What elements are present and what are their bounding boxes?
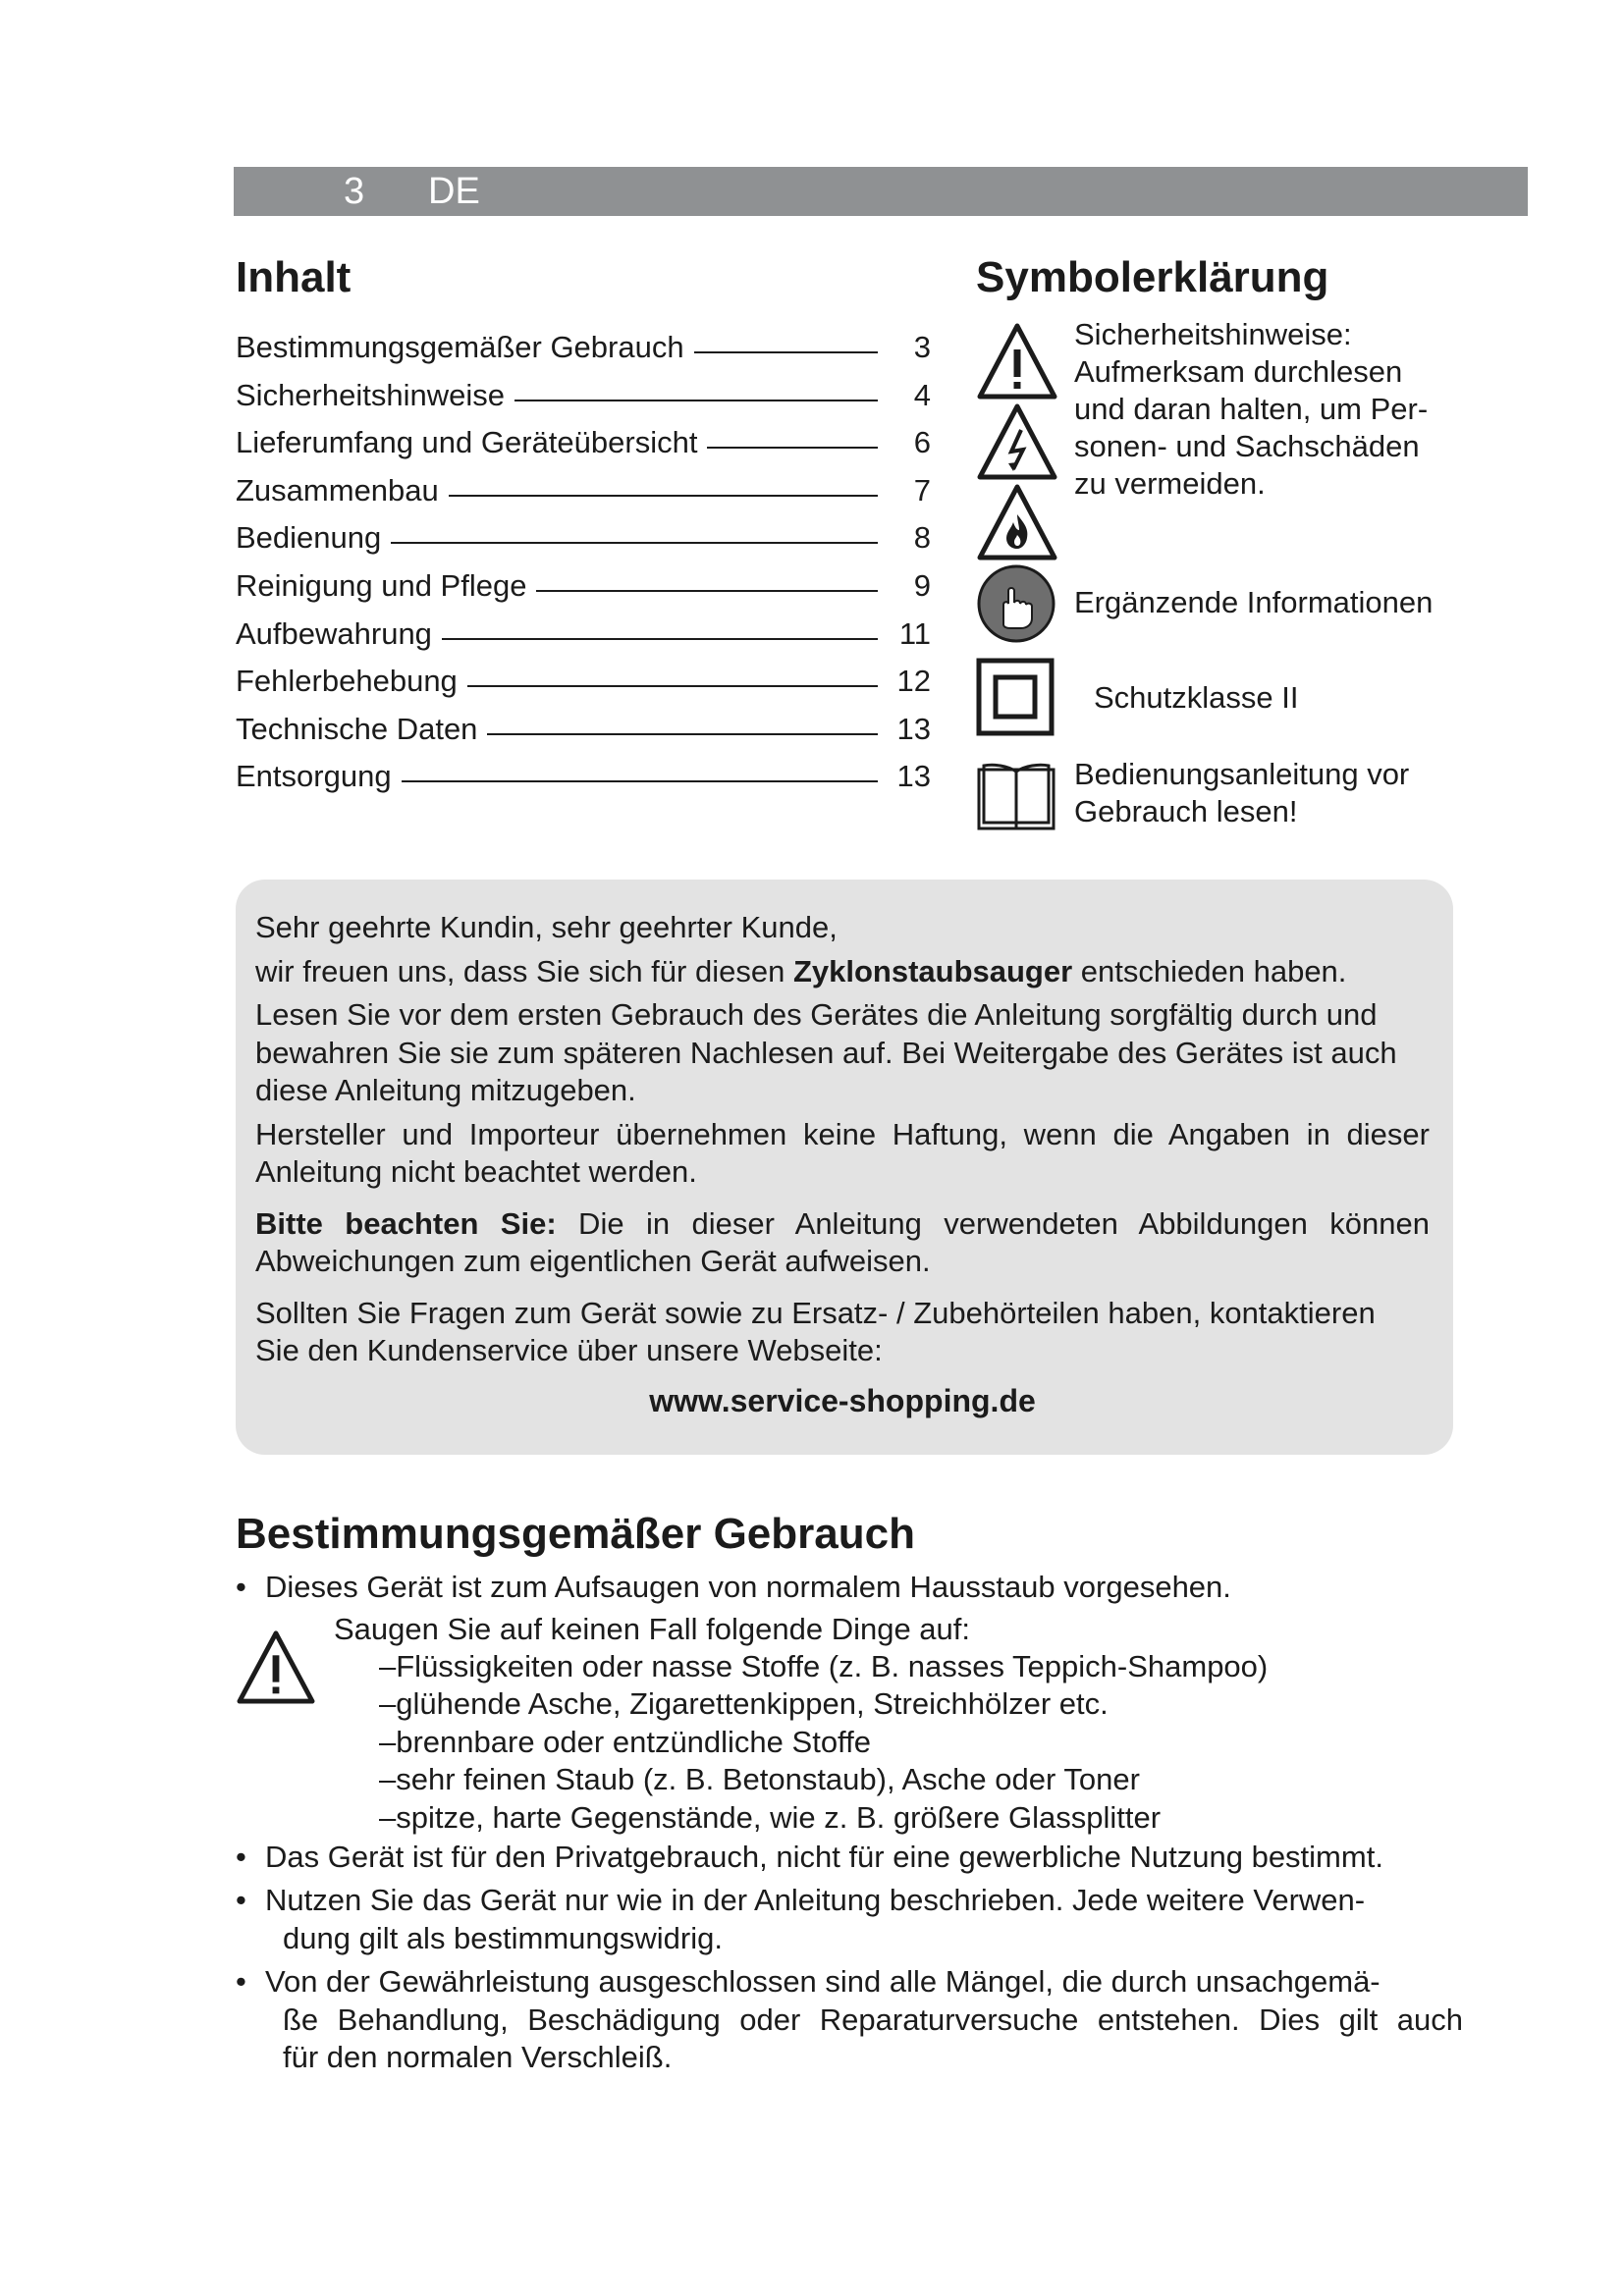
bullet: • bbox=[236, 1883, 246, 1917]
toc-leader bbox=[449, 495, 878, 497]
info-hand-icon bbox=[976, 563, 1056, 644]
toc-item[interactable] bbox=[236, 562, 931, 611]
electric-shock-icon bbox=[976, 400, 1058, 483]
read-line: Lesen Sie vor dem ersten Gebrauch des Gerätes die Anleitung sorgfältig durch und bbox=[255, 997, 1378, 1032]
symbol-info bbox=[976, 563, 1487, 642]
toc-item-page: 3 bbox=[913, 330, 931, 364]
toc-item[interactable] bbox=[236, 324, 931, 372]
toc-item-page: 13 bbox=[896, 759, 931, 794]
toc-item-page: 12 bbox=[896, 664, 931, 699]
section-title-intended-use: Bestimmungsgemäßer Gebrauch bbox=[236, 1510, 915, 1558]
toc-leader bbox=[487, 733, 878, 735]
toc-item-label: Sicherheitshinweise bbox=[236, 377, 505, 412]
warning-triangle-icon bbox=[236, 1629, 316, 1705]
language-code: DE bbox=[428, 171, 480, 212]
warning-triangle-icon bbox=[976, 320, 1058, 402]
contact-line: Sollten Sie Fragen zum Gerät sowie zu Ersatz- / Zubehörteilen haben, kontaktieren bbox=[255, 1295, 1376, 1330]
toc-leader bbox=[514, 400, 878, 401]
toc-item-page: 8 bbox=[913, 520, 931, 556]
list-item-text: ße Behandlung, Beschädigung oder Reparaturversuche entstehen. Dies gilt auch bbox=[283, 2002, 1463, 2037]
list-item-text: Nutzen Sie das Gerät nur wie in der Anleitung beschrieben. Jede weitere Verwen- bbox=[265, 1883, 1366, 1917]
toc-item-page: 4 bbox=[913, 377, 931, 412]
symbol-manual-line: Gebrauch lesen! bbox=[1074, 794, 1298, 828]
warning-item: –glühende Asche, Zigarettenkippen, Streichhölzer etc. bbox=[379, 1686, 1109, 1721]
warning-items bbox=[379, 1648, 1268, 1838]
list-item bbox=[236, 1963, 1463, 2077]
toc-item-page: 13 bbox=[896, 711, 931, 746]
symbol-safety-line: und daran halten, um Per- bbox=[1074, 392, 1429, 426]
toc-item[interactable] bbox=[236, 419, 931, 467]
page-number: 3 bbox=[344, 171, 365, 212]
list-item-text: Dieses Gerät ist zum Aufsaugen von normalem Hausstaub vorgesehen. bbox=[265, 1570, 1231, 1604]
symbol-safety-line: Sicherheitshinweise: bbox=[1074, 317, 1352, 351]
list-item-text: für den normalen Verschleiß. bbox=[283, 2040, 673, 2074]
page-header-bar bbox=[234, 167, 1528, 216]
warning-item: –Flüssigkeiten oder nasse Stoffe (z. B. nasses Teppich-Shampoo) bbox=[379, 1648, 1269, 1683]
note-line bbox=[255, 1205, 1430, 1244]
symbol-safety-line: sonen- und Sachschäden bbox=[1074, 429, 1420, 463]
toc-item-page: 9 bbox=[913, 567, 931, 603]
list-item-text: Das Gerät ist für den Privatgebrauch, nicht für eine gewerbliche Nutzung bestimmt. bbox=[265, 1839, 1383, 1874]
toc-item-label: Lieferumfang und Geräteübersicht bbox=[236, 425, 698, 460]
symbol-safety-line: Aufmerksam durchlesen bbox=[1074, 354, 1403, 389]
list-item bbox=[236, 1569, 1463, 1607]
toc-item[interactable] bbox=[236, 611, 931, 659]
warning-block bbox=[236, 1611, 1463, 1839]
warning-item: –sehr feinen Staub (z. B. Betonstaub), Asche oder Toner bbox=[379, 1762, 1140, 1796]
list-item-text: dung gilt als bestimmungswidrig. bbox=[283, 1920, 723, 1955]
list-item-text: Von der Gewährleistung ausgeschlossen sind alle Mängel, die durch unsachgemä- bbox=[265, 1964, 1380, 1999]
symbol-manual-line: Bedienungsanleitung vor bbox=[1074, 757, 1410, 791]
symbol-protection-text: Schutzklasse II bbox=[1094, 680, 1299, 715]
note-line: Abweichungen zum eigentlichen Gerät aufweisen. bbox=[255, 1244, 931, 1278]
symbol-info-text: Ergänzende Informationen bbox=[1074, 585, 1434, 619]
toc-item-page: 7 bbox=[913, 472, 931, 507]
toc-item-page: 6 bbox=[913, 425, 931, 460]
list-item bbox=[236, 1882, 1463, 1957]
toc-item-label: Technische Daten bbox=[236, 711, 478, 746]
toc-item-label: Zusammenbau bbox=[236, 472, 439, 507]
symbol-safety bbox=[976, 316, 1487, 552]
bullet: • bbox=[236, 1964, 246, 1999]
toc-item[interactable] bbox=[236, 658, 931, 706]
bullet: • bbox=[236, 1570, 246, 1604]
toc-leader bbox=[707, 447, 878, 449]
note-text: Die in dieser Anleitung verwendeten Abbildungen können bbox=[556, 1205, 1430, 1241]
note-label: Bitte beachten Sie: bbox=[255, 1205, 557, 1241]
liability-line: Anleitung nicht beachtet werden. bbox=[255, 1154, 697, 1189]
protection-class-ii-icon bbox=[976, 658, 1055, 736]
customer-info-box bbox=[236, 880, 1453, 1455]
list-item bbox=[236, 1839, 1463, 1877]
toc-item-label: Fehlerbehebung bbox=[236, 664, 458, 699]
toc-item[interactable] bbox=[236, 372, 931, 420]
greeting: Sehr geehrte Kundin, sehr geehrter Kunde, bbox=[255, 910, 838, 944]
service-url[interactable]: www.service-shopping.de bbox=[649, 1382, 1036, 1418]
toc-leader bbox=[467, 685, 878, 687]
warning-item: –brennbare oder entzündliche Stoffe bbox=[379, 1724, 871, 1759]
toc-leader bbox=[402, 780, 878, 782]
toc-leader bbox=[391, 542, 878, 544]
symbol-read-manual bbox=[976, 756, 1487, 834]
symbol-protection-class bbox=[976, 658, 1487, 740]
toc-leader bbox=[694, 351, 878, 353]
toc-item-page: 11 bbox=[898, 615, 931, 651]
toc-item[interactable] bbox=[236, 753, 931, 801]
thanks-pre: wir freuen uns, dass Sie sich für diesen bbox=[255, 953, 793, 988]
warning-lead: Saugen Sie auf keinen Fall folgende Dinge auf: bbox=[334, 1611, 971, 1646]
toc-item[interactable] bbox=[236, 467, 931, 515]
toc-item[interactable] bbox=[236, 514, 931, 562]
toc-item-label: Bedienung bbox=[236, 520, 382, 556]
symbol-safety-line: zu vermeiden. bbox=[1074, 466, 1266, 501]
toc-leader bbox=[536, 590, 878, 592]
bullet: • bbox=[236, 1839, 246, 1874]
thanks-post: entschieden haben. bbox=[1072, 953, 1347, 988]
toc-leader bbox=[442, 638, 878, 640]
toc-item-label: Reinigung und Pflege bbox=[236, 567, 527, 603]
table-of-contents bbox=[236, 324, 931, 801]
toc-item-label: Aufbewahrung bbox=[236, 615, 432, 651]
read-line: diese Anleitung mitzugeben. bbox=[255, 1073, 636, 1107]
product-name: Zyklonstaubsauger bbox=[792, 953, 1073, 988]
warning-item: –spitze, harte Gegenstände, wie z. B. größere Glassplitter bbox=[379, 1799, 1162, 1835]
toc-item-label: Bestimmungsgemäßer Gebrauch bbox=[236, 330, 684, 364]
intended-use-list bbox=[236, 1569, 1463, 2077]
toc-item-label: Entsorgung bbox=[236, 759, 392, 794]
symbols-title: Symbolerklärung bbox=[976, 253, 1329, 301]
toc-item[interactable] bbox=[236, 706, 931, 754]
read-line: bewahren Sie sie zum späteren Nachlesen auf. Bei Weitergabe des Gerätes ist auch bbox=[255, 1035, 1397, 1070]
open-book-icon bbox=[976, 758, 1056, 832]
thanks-line bbox=[255, 953, 1430, 991]
liability-line: Hersteller und Importeur übernehmen keine Haftung, wenn die Angaben in dieser bbox=[255, 1116, 1430, 1151]
contact-line: Sie den Kundenservice über unsere Webseite: bbox=[255, 1333, 883, 1367]
toc-title: Inhalt bbox=[236, 253, 352, 301]
fire-hazard-icon bbox=[976, 481, 1058, 563]
